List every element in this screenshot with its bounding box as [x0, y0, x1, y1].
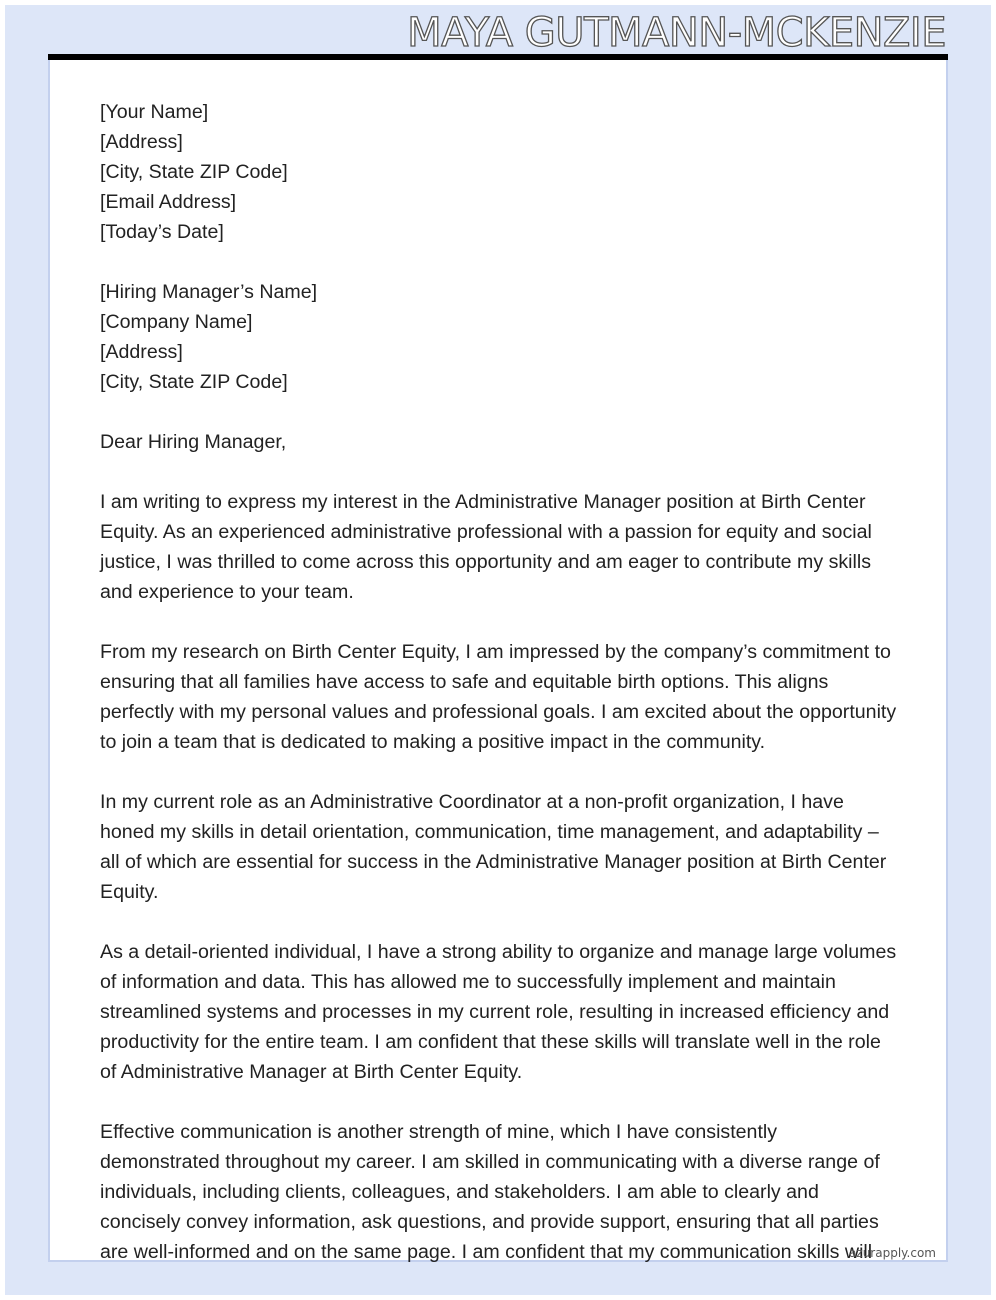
- body-paragraph: I am writing to express my interest in the Administrative Manager position at Birth Center Equity. As an experienced administrative professional with a passion for equity and social justice, I was thrilled to come across this opportunity and am eager to contribute my skills and experience to your team.: [100, 491, 872, 603]
- sender-city-state-zip: [City, State ZIP Code]: [100, 161, 288, 183]
- letter-date: [Today’s Date]: [100, 221, 224, 243]
- recipient-address: [Address]: [100, 341, 183, 363]
- sender-email: [Email Address]: [100, 191, 237, 213]
- recipient-block: [100, 277, 900, 397]
- salutation: Dear Hiring Manager,: [100, 431, 287, 453]
- sender-address: [Address]: [100, 131, 183, 153]
- recipient-hiring-manager: [Hiring Manager’s Name]: [100, 281, 318, 303]
- recipient-company: [Company Name]: [100, 311, 253, 333]
- sender-block: [100, 97, 900, 247]
- body-paragraph: Effective communication is another strength of mine, which I have consistently demonstrated throughout my career. I am skilled in communicating with a diverse range of individuals, including clients, colleagues, and stakeholders. I am able to clearly and concisely convey information, ask questions, and provide support, ensuring that all parties are well-informed and on the same page. I am confident that my communication skills will: [100, 1121, 880, 1263]
- body-paragraph: As a detail-oriented individual, I have a strong ability to organize and manage large volumes of information and data. This has allowed me to successfully implement and maintain streamlined systems and processes in my current role, resulting in increased efficiency and productivity for the entire team. I am confident that these skills will translate well in the role of Administrative Manager at Birth Center Equity.: [100, 941, 897, 1083]
- body-paragraph: From my research on Birth Center Equity, I am impressed by the company’s commitment to ensuring that all families have access to safe and equitable birth options. This aligns perfectly with my personal values and professional goals. I am excited about the opportunity to join a team that is dedicated to making a positive impact in the community.: [100, 641, 897, 753]
- sender-name: [Your Name]: [100, 101, 209, 123]
- body-paragraph: In my current role as an Administrative Coordinator at a non-profit organization, I have honed my skills in detail orientation, communication, time management, and adaptability – all of which are essential for success in the Administrative Manager position at Birth Center Equity.: [100, 791, 887, 903]
- site-watermark: azurapply.com: [849, 1246, 936, 1260]
- cover-letter-body: [100, 97, 900, 1297]
- recipient-city-state-zip: [City, State ZIP Code]: [100, 371, 288, 393]
- applicant-name-heading: MAYA GUTMANN-MCKENZIE: [407, 10, 946, 56]
